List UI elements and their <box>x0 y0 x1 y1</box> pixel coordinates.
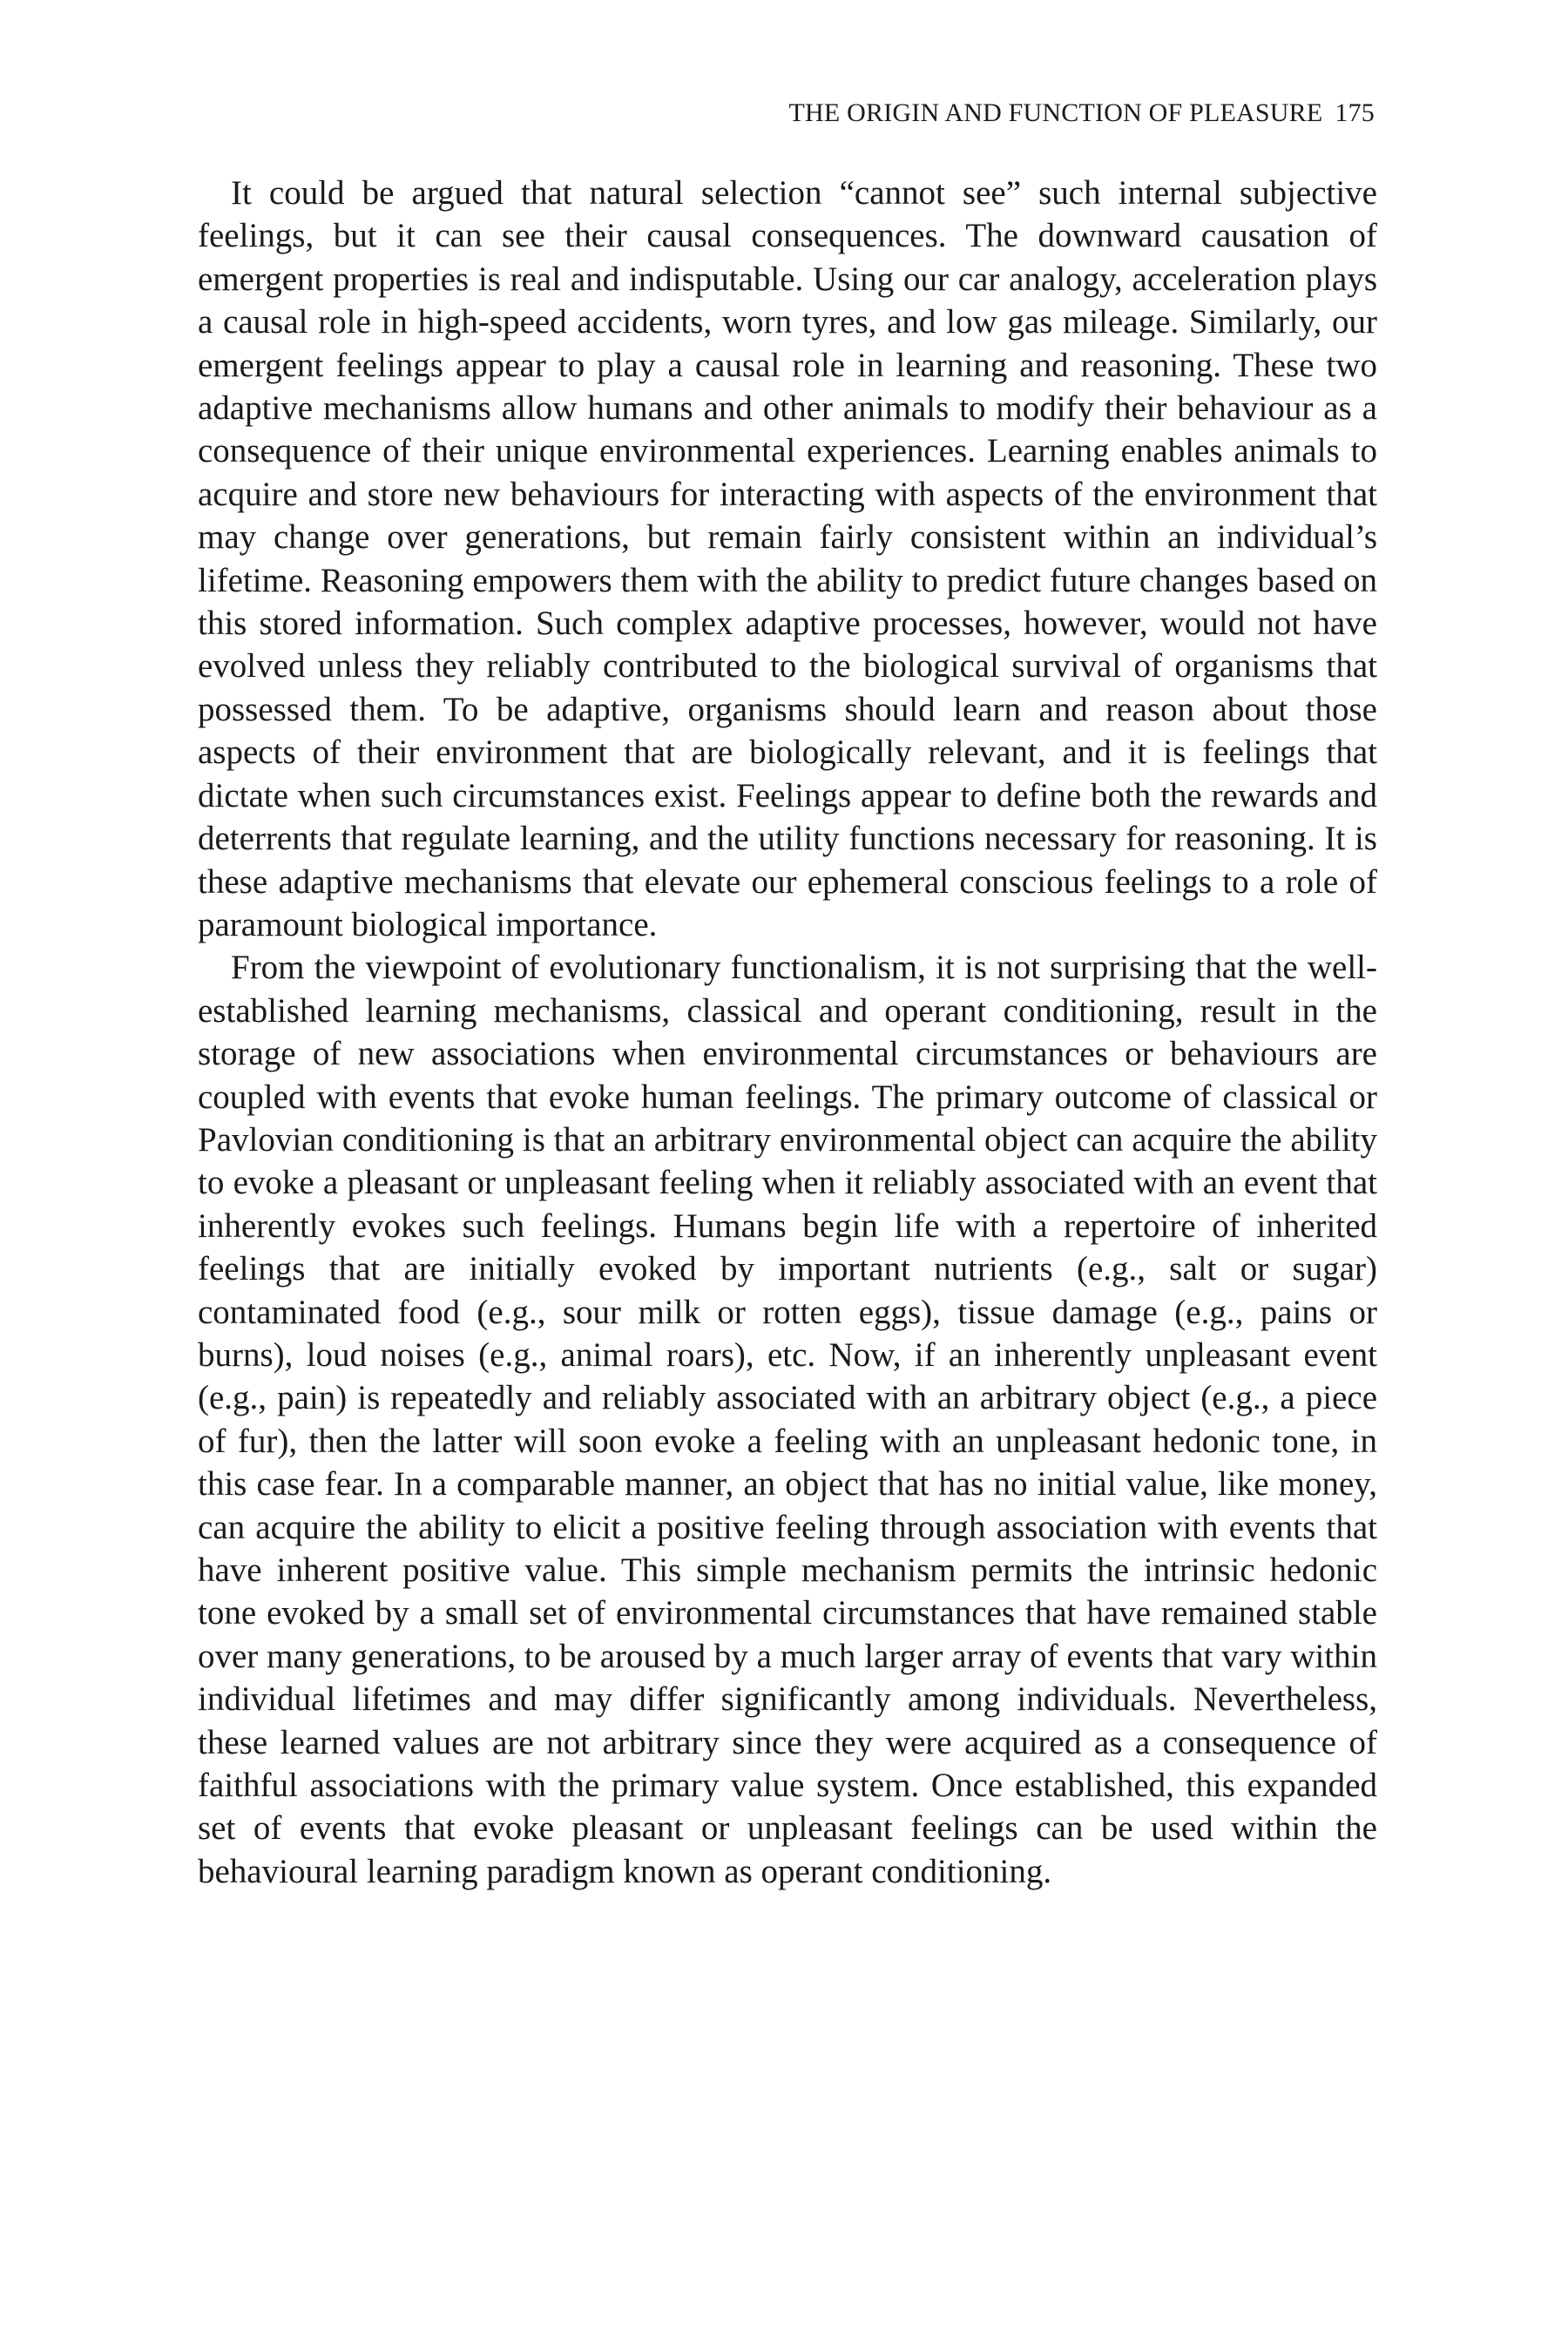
paragraph-2: From the viewpoint of evolutionary functionalism, it is not surprising that the well-established learning mechanisms, classical and operant conditioning, result in the storage of new associations when environmental circumstances or behaviours are coupled with events that evoke human feelings. The primary outcome of classical or Pavlovian conditioning is that an arbitrary environmental object can acquire the ability to evoke a pleasant or unpleasant feeling when it reliably associated with an event that inherently evokes such feelings. Humans begin life with a repertoire of inherited feelings that are initially evoked by important nutrients (e.g., salt or sugar) contaminated food (e.g., sour milk or rotten eggs), tissue damage (e.g., pains or burns), loud noises (e.g., animal roars), etc. Now, if an inherently unpleasant event (e.g., pain) is repeatedly and reliably associated with an arbitrary object (e.g., a piece of fur), then the latter will soon evoke a feeling with an unpleasant hedonic tone, in this case fear. In a comparable manner, an object that has no initial value, like money, can acquire the ability to elicit a positive feeling through association with events that have inherent positive value. This simple mechanism permits the intrinsic hedonic tone evoked by a small set of environmental circumstances that have remained stable over many generations, to be aroused by a much larger array of events that vary within individual lifetimes and may differ significantly among individuals. Nevertheless, these learned values are not arbitrary since they were acquired as a consequence of faithful associations with the primary value system. Once established, this expanded set of events that evoke pleasant or unpleasant feelings can be used within the behavioural learning paradigm known as operant conditioning. <box>198 949 1377 1890</box>
page-number: 175 <box>1335 98 1375 127</box>
running-head-title: THE ORIGIN AND FUNCTION OF PLEASURE <box>788 98 1323 127</box>
paragraph-1: It could be argued that natural selection “cannot see” such internal subjective feelings, but it can see their causal consequences. The downward causation of emergent properties is real and indisputable. Using our car analogy, acceleration plays a causal role in high-speed accidents, worn tyres, and low gas mileage. Similarly, our emergent feelings appear to play a causal role in learning and reasoning. These two adaptive mechanisms allow humans and other animals to modify their behaviour as a consequence of their unique environmental experiences. Learning enables animals to acquire and store new behaviours for interacting with aspects of the environment that may change over generations, but remain fairly consistent within an individual’s lifetime. Reasoning empowers them with the ability to predict future changes based on this stored information. Such complex adaptive processes, however, would not have evolved unless they reliably contributed to the biological survival of organisms that possessed them. To be adaptive, organisms should learn and reason about those aspects of their environment that are biologically relevant, and it is feelings that dictate when such circumstances exist. Feelings appear to define both the rewards and deterrents that regulate learning, and the utility functions necessary for reasoning. It is these adaptive mechanisms that elevate our ephemeral conscious feelings to a role of paramount biological importance. <box>198 174 1377 943</box>
running-head <box>789 96 1375 131</box>
body-text <box>198 172 1377 1893</box>
